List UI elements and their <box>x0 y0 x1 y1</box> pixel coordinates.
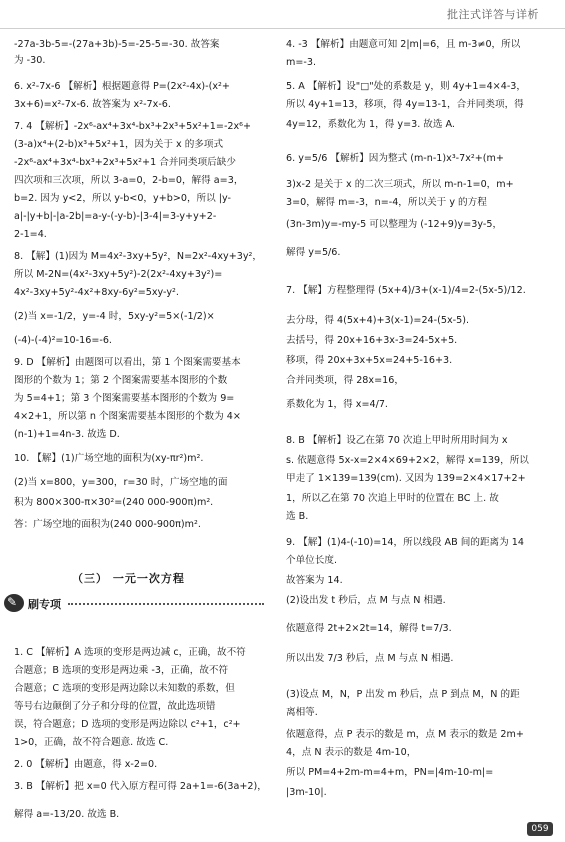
text-line: -27a-3b-5=-(27a+3b)-5=-25-5=-30. 故答案 <box>14 39 220 50</box>
text-line: 6. x²-7x-6 【解析】根据题意得 P=(2x²-4x)-(x²+ <box>14 81 230 92</box>
text-line: 合并同类项，得 28x=16， <box>286 375 404 386</box>
text-line: 系数化为 1，得 x=4/7. <box>286 399 388 410</box>
right-column <box>286 38 551 838</box>
text-line: 所以出发 7/3 秒后，点 M 与点 N 相遇. <box>286 653 454 664</box>
text-line: 4x²-3xy+5y²-4x²+8xy-6y²=5xy-y². <box>14 287 179 298</box>
text-line: 3=0，解得 m=-3，n=-4，所以关于 y 的方程 <box>286 197 487 208</box>
text-line: 1. C 【解析】A 选项的变形是两边减 c，正确，故不符 <box>14 647 246 658</box>
text-line: (3)设点 M，N，P 出发 m 秒后，点 P 到点 M，N 的距 <box>286 689 520 700</box>
text-line: 所以 4y+1=13，移项，得 4y=13-1，合并同类项，得 <box>286 99 524 110</box>
page-header <box>0 0 565 34</box>
text-line: 图形的个数为 1；第 2 个图案需要基本图形的个数 <box>14 375 228 386</box>
text-line: 四次项和三次项，所以 3-a=0，2-b=0，解得 a=3， <box>14 175 244 186</box>
text-line: 10. 【解】(1)广场空地的面积为(xy-πr²)m². <box>14 453 204 464</box>
header-rule <box>0 28 565 29</box>
text-line: 3)x-2 是关于 x 的二次三项式，所以 m-n-1=0，m+ <box>286 179 514 190</box>
text-line: 积为 800×300-π×30²=(240 000-900π)m². <box>14 497 214 508</box>
text-line: 1，所以乙在第 70 次追上甲时的位置在 BC 上. 故 <box>286 493 499 504</box>
text-line: 2-1=4. <box>14 229 47 240</box>
text-line: 9. 【解】(1)4-(-10)=14，所以线段 AB 间的距离为 14 <box>286 537 524 548</box>
text-line: 等号右边颠倒了分子和分母的位置，故此选项错 <box>14 701 216 712</box>
text-line: 故答案为 14. <box>286 575 343 586</box>
text-line: (3n-3m)y=-my-5 可以整理为 (-12+9)y=3y-5， <box>286 219 503 230</box>
text-line: 3x+6)=x²-7x-6. 故答案为 x²-7x-6. <box>14 99 171 110</box>
page-number: 059 <box>527 822 553 836</box>
text-line: (-4)-(-4)²=10-16=-6. <box>14 335 112 346</box>
text-line: (2)设出发 t 秒后，点 M 与点 N 相遇. <box>286 595 446 606</box>
left-column <box>14 38 276 838</box>
text-line: 依题意得 2t+2×2t=14，解得 t=7/3. <box>286 623 452 634</box>
text-line: |3m-10|. <box>286 787 327 798</box>
text-line: 合题意；B 选项的变形是两边乘 -3，正确，故不符 <box>14 665 229 676</box>
text-line: 8. B 【解析】设乙在第 70 次追上甲时所用时间为 x <box>286 435 508 446</box>
text-line: 9. D 【解析】由题图可以看出，第 1 个图案需要基本 <box>14 357 241 368</box>
header-title: 批注式详答与详析 <box>447 8 539 21</box>
text-line: 7. 4 【解析】-2x⁶-ax⁴+3x⁴-bx³+2x³+5x²+1=-2x⁶+ <box>14 121 252 132</box>
text-line: 为 5=4+1；第 3 个图案需要基本图形的个数为 9= <box>14 393 235 404</box>
text-line: (2)当 x=-1/2，y=-4 时，5xy-y²=5×(-1/2)× <box>14 311 215 322</box>
text-line: 去括号，得 20x+16+3x-3=24-5x+5. <box>286 335 458 346</box>
text-line: a|-|y+b|-|a-2b|=a-y-(-y-b)-|3-4|=3-y+y+2- <box>14 211 217 222</box>
text-line: 为 -30. <box>14 55 46 66</box>
practice-badge <box>4 594 90 612</box>
text-line: 4. -3 【解析】由题意可知 2|m|=6，且 m-3≠0，所以 <box>286 39 521 50</box>
text-line: 移项，得 20x+3x+5x=24+5-16+3. <box>286 355 453 366</box>
text-line: (3-a)x⁴+(2-b)x³+5x²+1，因为关于 x 的多项式 <box>14 139 224 150</box>
text-line: (2)当 x=800，y=300，r=30 时，广场空地的面 <box>14 477 228 488</box>
text-line: -2x⁶-ax⁴+3x⁴-bx³+2x³+5x²+1 合并同类项后缺少 <box>14 157 236 168</box>
dotted-divider <box>68 603 264 605</box>
pencil-icon: ✎ <box>7 595 18 609</box>
text-line: 所以 PM=4+2m-m=4+m，PN=|4m-10-m|= <box>286 767 494 778</box>
section-title: （三） 一元一次方程 <box>72 572 185 585</box>
text-line: b=2. 因为 y<2，所以 y-b<0，y+b>0，所以 |y- <box>14 193 231 204</box>
text-line: 去分母，得 4(5x+4)+3(x-1)=24-(5x-5). <box>286 315 469 326</box>
text-line: 2. 0 【解析】由题意，得 x-2=0. <box>14 759 158 770</box>
text-line: 所以 M-2N=(4x²-3xy+5y²)-2(2x²-4xy+3y²)= <box>14 269 223 280</box>
text-line: 选 B. <box>286 511 309 522</box>
badge-label: 刷专项 <box>28 598 61 611</box>
text-line: 依题意得，点 P 表示的数是 m，点 M 表示的数是 2m+ <box>286 729 524 740</box>
text-line: 4，点 N 表示的数是 4m-10， <box>286 747 417 758</box>
text-line: 4×2+1，所以第 n 个图案需要基本图形的个数为 4× <box>14 411 241 422</box>
text-line: 答：广场空地的面积为(240 000-900π)m². <box>14 519 201 530</box>
text-line: 误，符合题意；D 选项的变形是两边除以 c²+1，c²+ <box>14 719 241 730</box>
text-line: 甲走了 1×139=139(cm). 又因为 139=2×4×17+2+ <box>286 473 526 484</box>
text-line: 8. 【解】(1)因为 M=4x²-3xy+5y²，N=2x²-4xy+3y²， <box>14 251 262 262</box>
text-line: 离相等. <box>286 707 318 718</box>
text-line: 1>0，正确，故不符合题意. 故选 C. <box>14 737 169 748</box>
text-line: 6. y=5/6 【解析】因为整式 (m-n-1)x³-7x²+(m+ <box>286 153 504 164</box>
text-line: (n-1)+1=4n-3. 故选 D. <box>14 429 120 440</box>
text-line: 解得 y=5/6. <box>286 247 341 258</box>
text-line: 3. B 【解析】把 x=0 代入原方程可得 2a+1=-6(3a+2)， <box>14 781 267 792</box>
text-line: 解得 a=-13/20. 故选 B. <box>14 809 120 820</box>
text-line: s. 依题意得 5x-x=2×4×69+2×2，解得 x=139，所以 <box>286 455 529 466</box>
text-line: 5. A 【解析】设"□"处的系数是 y，则 4y+1=4×4-3， <box>286 81 526 92</box>
text-line: 4y=12，系数化为 1，得 y=3. 故选 A. <box>286 119 455 130</box>
text-line: m=-3. <box>286 57 316 68</box>
text-line: 合题意；C 选项的变形是两边除以未知数的系数，但 <box>14 683 235 694</box>
text-line: 7. 【解】方程整理得 (5x+4)/3+(x-1)/4=2-(5x-5)/12. <box>286 285 526 296</box>
text-line: 个单位长度. <box>286 555 338 566</box>
